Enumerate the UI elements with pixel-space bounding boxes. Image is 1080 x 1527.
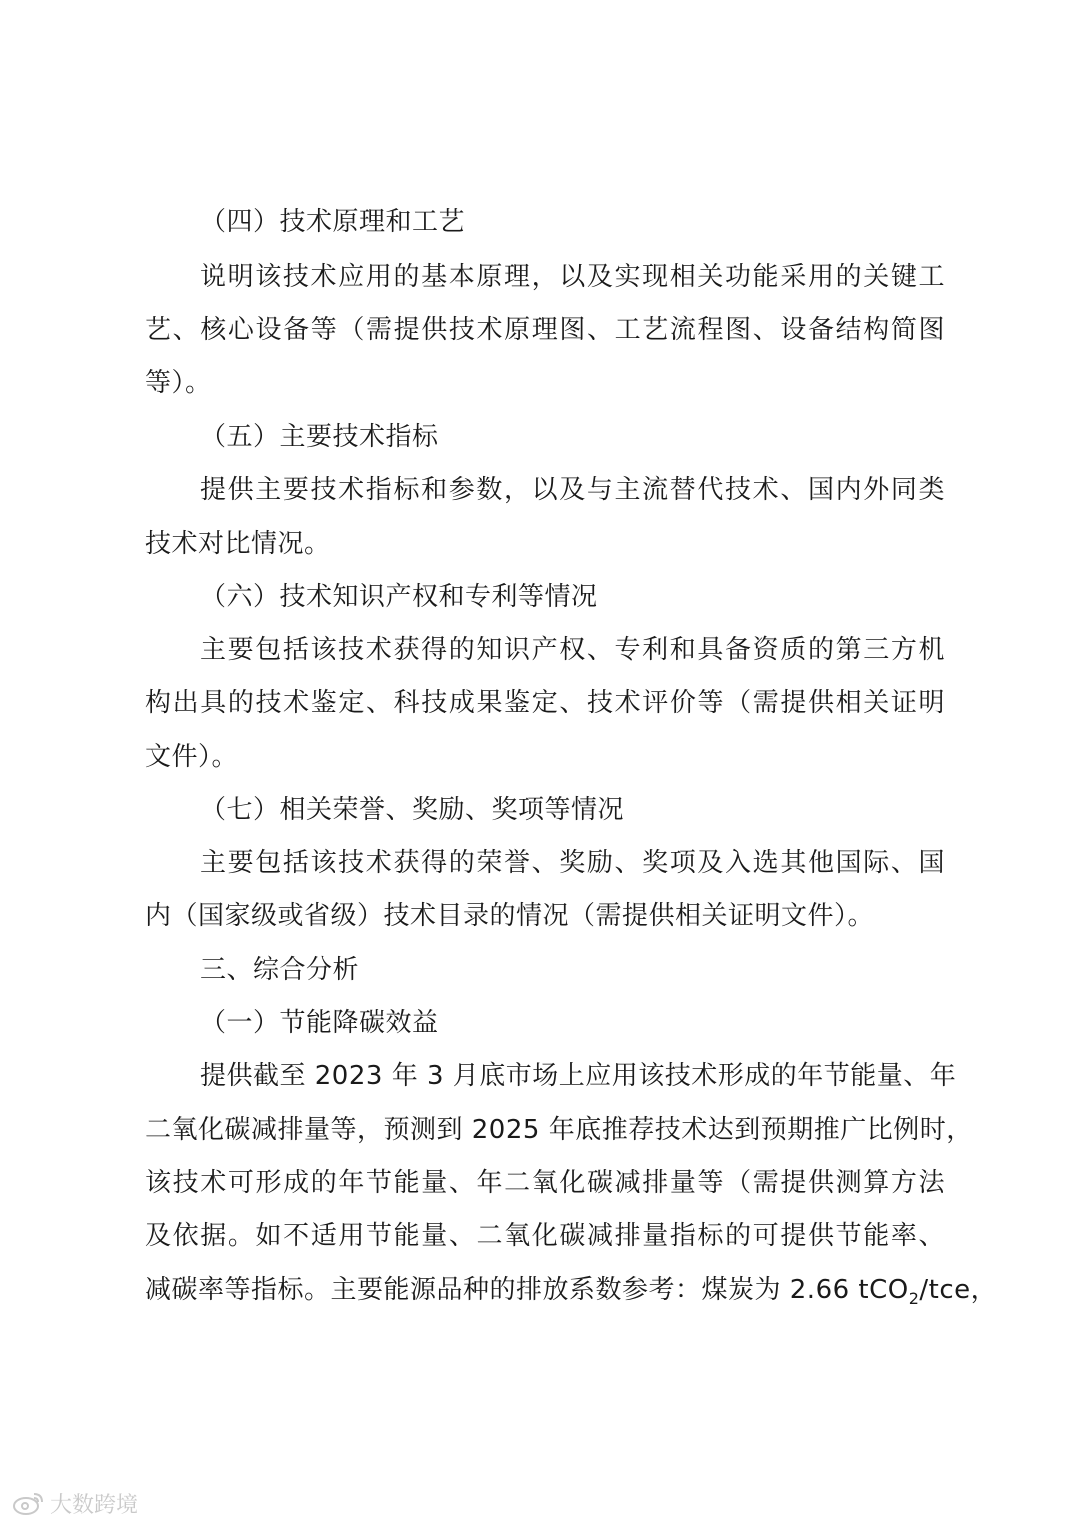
paragraph-line: 提供截至 2023 年 3 月底市场上应用该技术形成的年节能量、年: [200, 1061, 957, 1091]
last-line-tail: /tce，: [919, 1275, 998, 1305]
section-heading-5: （五）主要技术指标: [200, 422, 439, 452]
paragraph-line: 说明该技术应用的基本原理，以及实现相关功能采用的关键工: [200, 262, 945, 292]
paragraph-line: 构出具的技术鉴定、科技成果鉴定、技术评价等（需提供相关证明: [145, 688, 945, 718]
watermark-text: 大数跨境: [50, 1492, 139, 1518]
paragraph-line-last: [145, 1273, 998, 1309]
section-heading-7: （七）相关荣誉、奖励、奖项等情况: [200, 795, 625, 825]
section-heading-6: （六）技术知识产权和专利等情况: [200, 582, 598, 612]
co2-subscript: 2: [908, 1289, 920, 1309]
paragraph-line: 提供主要技术指标和参数，以及与主流替代技术、国内外同类: [200, 475, 945, 505]
paragraph-line: 主要包括该技术获得的荣誉、奖励、奖项及入选其他国际、国: [200, 848, 945, 878]
paragraph-line: 文件）。: [145, 742, 239, 772]
section-heading-4: （四）技术原理和工艺: [200, 207, 466, 237]
section-heading-1: （一）节能降碳效益: [200, 1008, 439, 1038]
paragraph-line: 艺、核心设备等（需提供技术原理图、工艺流程图、设备结构简图: [145, 315, 945, 345]
paragraph-line: 内（国家级或省级）技术目录的情况（需提供相关证明文件）。: [145, 901, 875, 931]
paragraph-line: 主要包括该技术获得的知识产权、专利和具备资质的第三方机: [200, 635, 945, 665]
weibo-like-logo-icon: [12, 1490, 46, 1516]
watermark: [12, 1488, 138, 1518]
paragraph-line: 二氧化碳减排量等，预测到 2025 年底推荐技术达到预期推广比例时，: [145, 1115, 973, 1145]
paragraph-line: 技术对比情况。: [145, 529, 331, 559]
paragraph-line: 该技术可形成的年节能量、年二氧化碳减排量等（需提供测算方法: [145, 1168, 945, 1198]
paragraph-line: 等）。: [145, 368, 212, 398]
paragraph-line: 及依据。如不适用节能量、二氧化碳减排量指标的可提供节能率、: [145, 1221, 945, 1251]
last-line-text: 减碳率等指标。主要能源品种的排放系数参考：煤炭为 2.66 tCO: [145, 1275, 909, 1305]
chapter-heading-3: 三、综合分析: [200, 955, 360, 985]
